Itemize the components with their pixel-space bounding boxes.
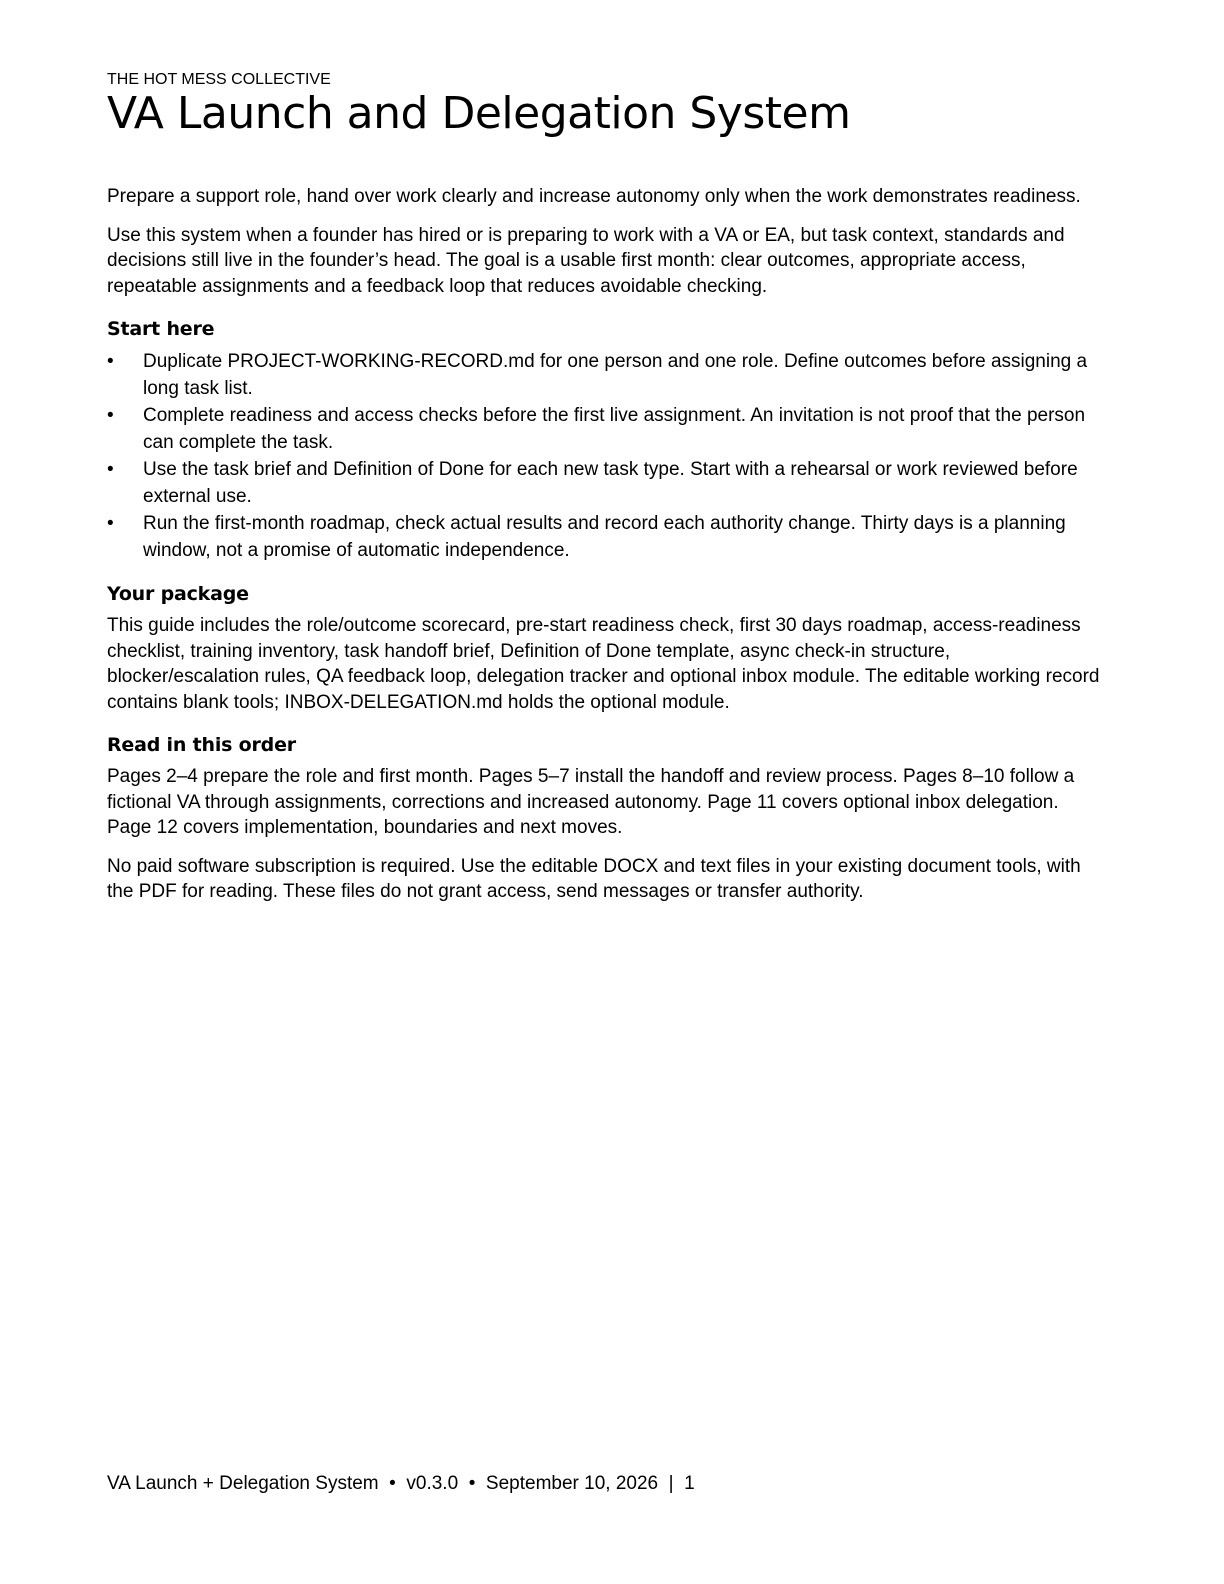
start-here-list	[107, 348, 1107, 564]
software-note-paragraph: No paid software subscription is required. Use the editable DOCX and text files in your existing document tools, with the PDF for reading. These files do not grant access, send messages or transfer authority.	[107, 855, 1081, 902]
intro-paragraph-1: Prepare a support role, hand over work clearly and increase autonomy only when the work demonstrates readiness.	[107, 186, 1081, 207]
list-item	[107, 348, 1107, 402]
list-item-text: Duplicate PROJECT-WORKING-RECORD.md for one person and one role. Define outcomes before assigning a long task list.	[143, 351, 1088, 399]
start-here-heading: Start here	[107, 318, 215, 340]
bullet-icon: •	[107, 405, 114, 426]
bullet-icon: •	[107, 459, 114, 480]
reading-order-paragraph: Pages 2–4 prepare the role and first month. Pages 5–7 install the handoff and review process. Pages 8–10 follow a fictional VA through assignments, corrections and increased autonomy. Page 11 covers optional inbox delegation. Page 12 covers implementation, boundaries and next moves.	[107, 766, 1075, 838]
intro-section	[107, 184, 1107, 299]
document-page	[107, 70, 1107, 918]
bullet-icon: •	[107, 513, 114, 534]
reading-order-heading: Read in this order	[107, 734, 296, 756]
list-item-text: Complete readiness and access checks before the first live assignment. An invitation is not proof that the person can complete the task.	[143, 405, 1086, 453]
brand-eyebrow: THE HOT MESS COLLECTIVE	[107, 71, 331, 88]
list-item	[107, 510, 1107, 564]
package-paragraph: This guide includes the role/outcome scorecard, pre-start readiness check, first 30 days roadmap, access-readiness checklist, training inventory, task handoff brief, Definition of Done template, async check-in structure, blocker/escalation rules, QA feedback loop, delegation tracker and optional inbox module. The editable working record contains blank tools; INBOX-DELEGATION.md holds the optional module.	[107, 615, 1100, 713]
package-heading: Your package	[107, 583, 249, 605]
list-item	[107, 456, 1107, 510]
list-item-text: Use the task brief and Definition of Done for each new task type. Start with a rehearsal or work reviewed before external use.	[143, 459, 1078, 507]
page-title: VA Launch and Delegation System	[107, 88, 851, 139]
list-item	[107, 402, 1107, 456]
intro-paragraph-2: Use this system when a founder has hired or is preparing to work with a VA or EA, but task context, standards and decisions still live in the founder’s head. The goal is a usable first month: clear outcomes, appropriate access, repeatable assignments and a feedback loop that reduces avoidable checking.	[107, 224, 1065, 297]
page-footer: VA Launch + Delegation System • v0.3.0 • September 10, 2026 | 1	[107, 1473, 695, 1494]
bullet-icon: •	[107, 351, 114, 372]
list-item-text: Run the first-month roadmap, check actual results and record each authority change. Thirty days is a planning window, not a promise of automatic independence.	[143, 513, 1066, 561]
